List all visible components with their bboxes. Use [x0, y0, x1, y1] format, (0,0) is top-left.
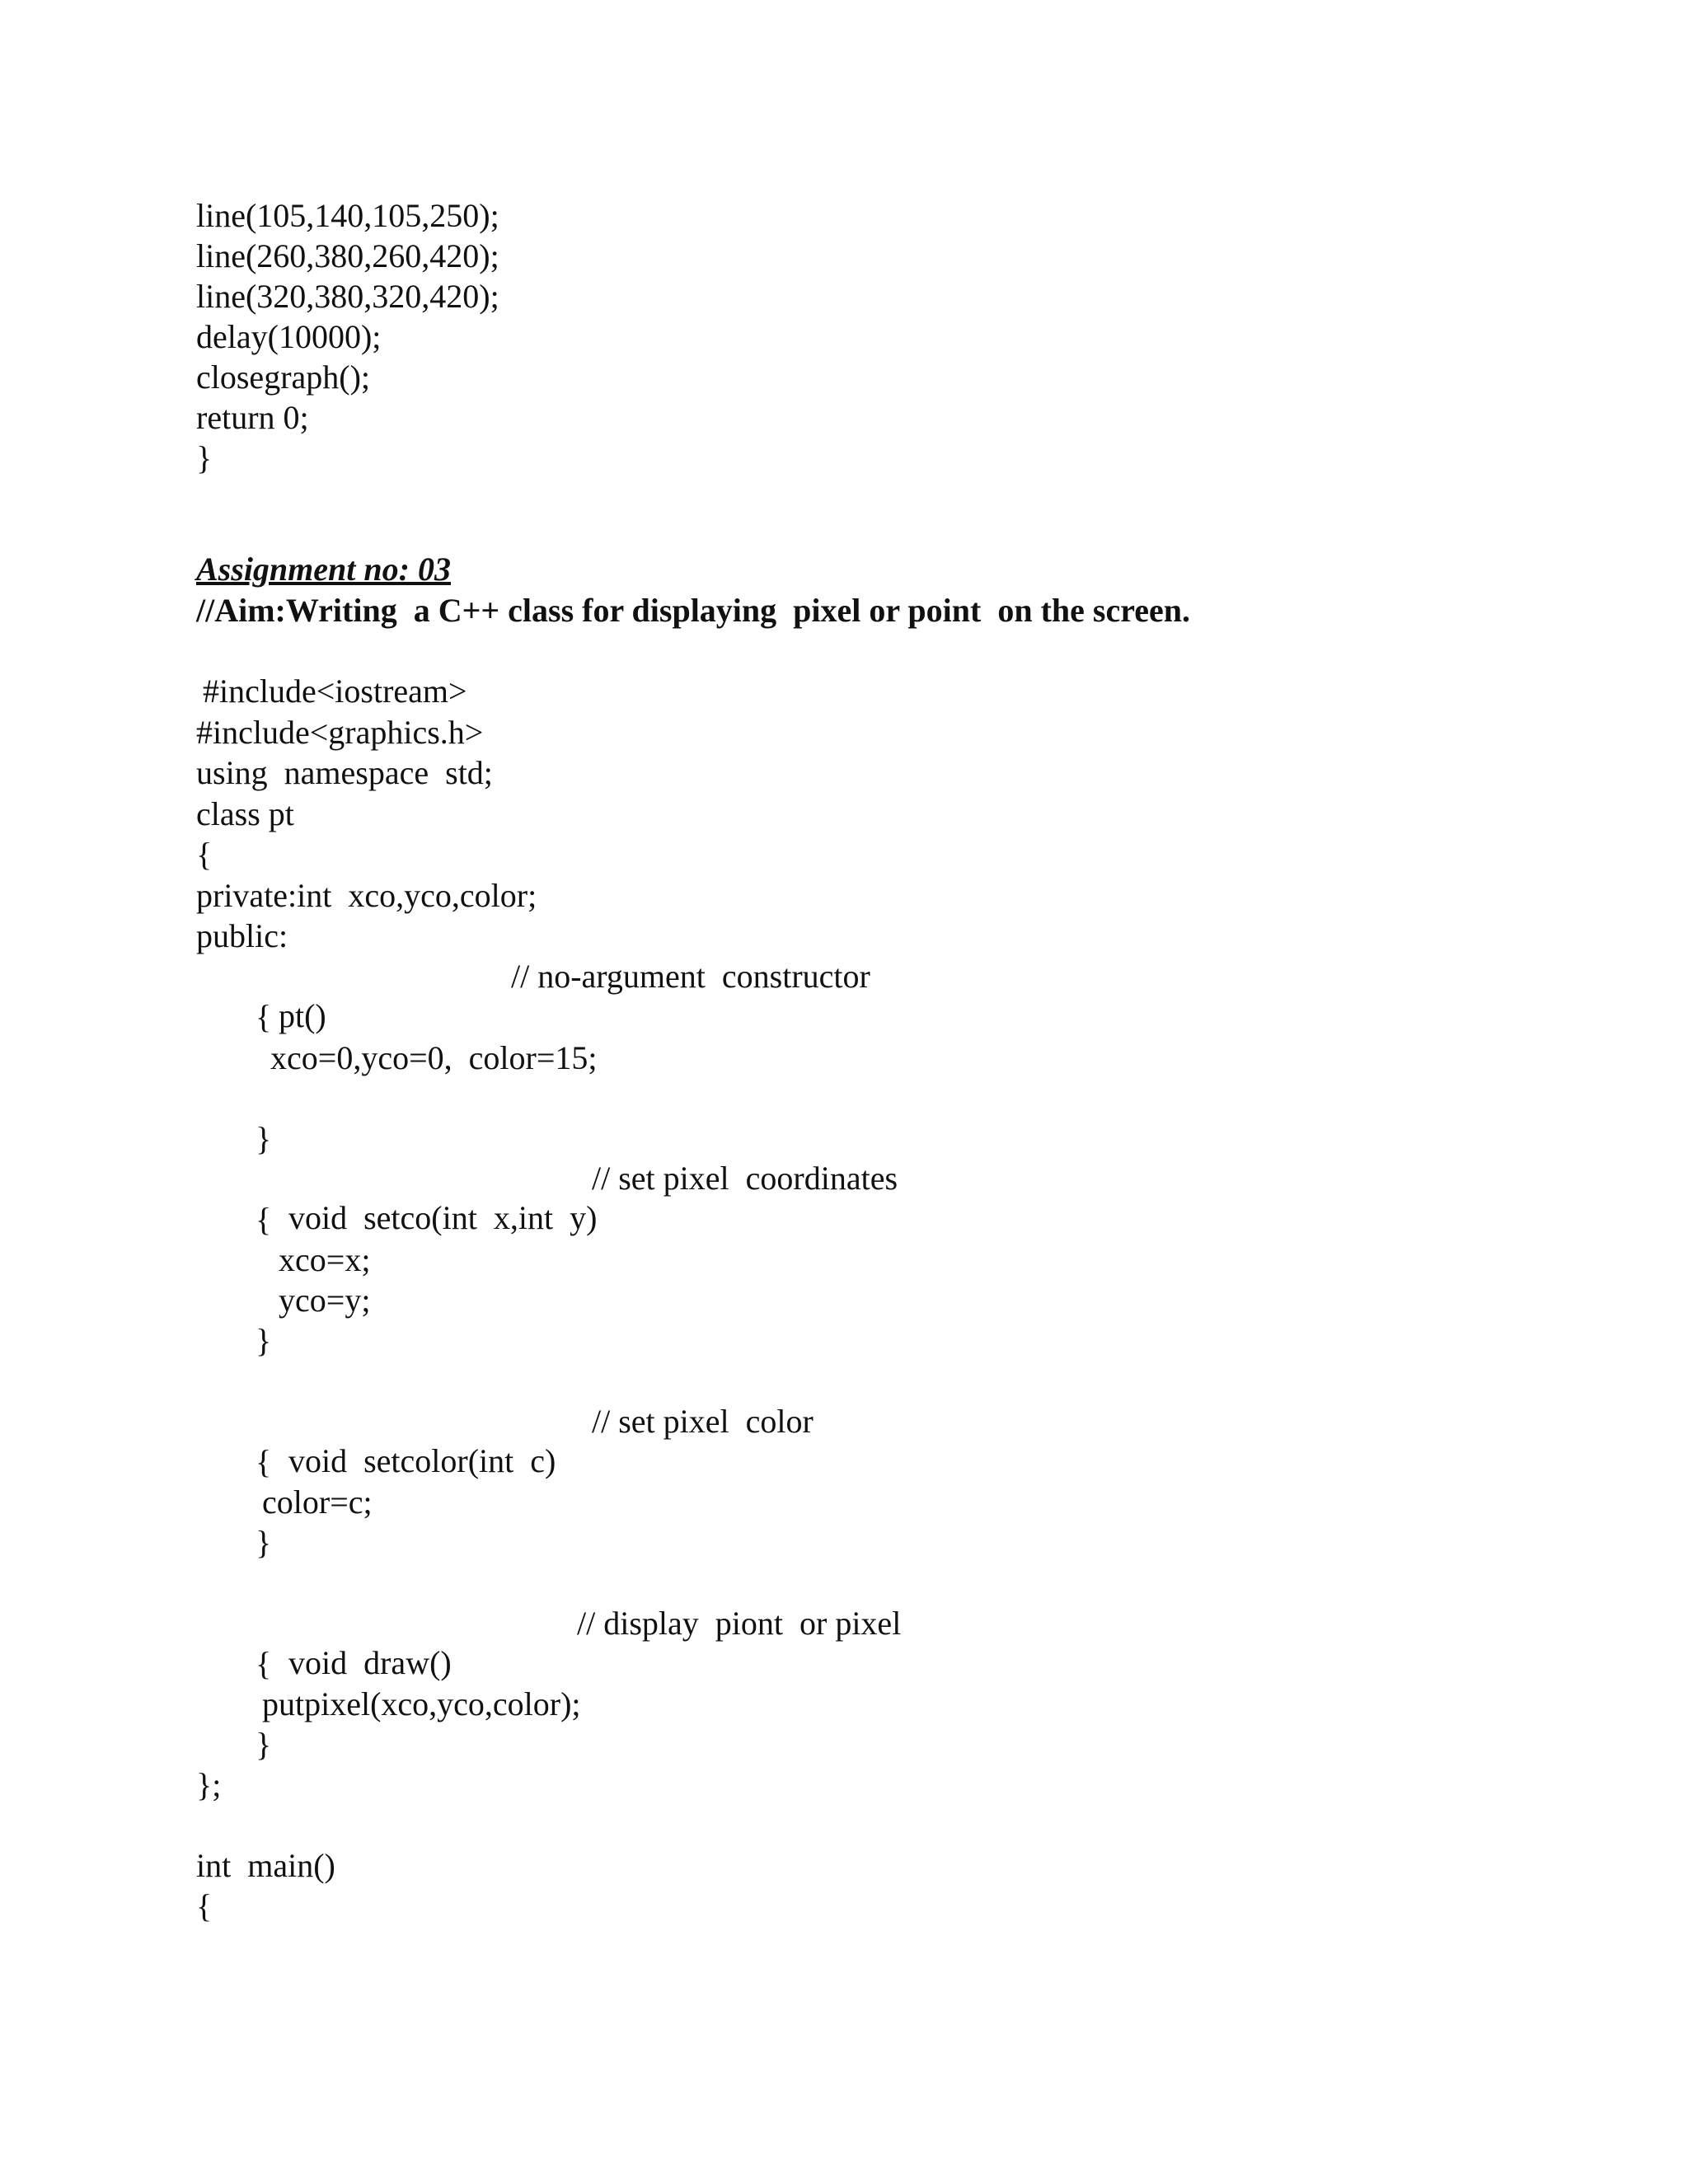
code-line: line(260,380,260,420); [196, 237, 499, 274]
private-members: private:int xco,yco,color; [196, 877, 537, 914]
setco-assign-y: yco=y; [279, 1282, 371, 1319]
code-line: delay(10000); [196, 318, 382, 355]
constructor-signature: pt() [279, 997, 326, 1034]
setco-open-brace: { [256, 1201, 272, 1238]
using-namespace: using namespace std; [196, 754, 493, 791]
draw-comment: // display piont or pixel [577, 1605, 902, 1642]
code-line: } [196, 439, 213, 476]
class-declaration: class pt [196, 795, 294, 832]
setcolor-line [256, 1402, 814, 1560]
code-line: return 0; [196, 399, 309, 436]
draw-open-brace: { [256, 1645, 272, 1682]
include-iostream: #include<iostream> [203, 673, 467, 710]
draw-body: putpixel(xco,yco,color); [262, 1685, 581, 1722]
setco-close-brace: } [256, 1322, 272, 1359]
setcolor-close-brace: } [256, 1524, 272, 1561]
constructor-body: xco=0,yco=0, color=15; [270, 1039, 598, 1076]
setco-assign-x: xco=x; [279, 1241, 371, 1278]
code-line: line(320,380,320,420); [196, 278, 499, 315]
class-close-brace: }; [196, 1766, 222, 1803]
include-graphics: #include<graphics.h> [196, 714, 484, 751]
constructor-close-brace: } [256, 1120, 272, 1157]
aim-line: //Aim:Writing a C++ class for displaying pixel or point on the screen. [196, 592, 1191, 629]
draw-signature: void draw() [288, 1644, 452, 1681]
main-signature: int main() [196, 1847, 335, 1884]
setcolor-body: color=c; [262, 1483, 373, 1521]
code-line: closegraph(); [196, 359, 371, 396]
constructor-comment: // no-argument constructor [511, 958, 870, 995]
class-open-brace: { [196, 836, 213, 873]
draw-line [256, 1604, 902, 1762]
setcolor-comment: // set pixel color [592, 1403, 814, 1440]
setcolor-open-brace: { [256, 1443, 272, 1480]
public-label: public: [196, 917, 288, 954]
draw-close-brace: } [256, 1726, 272, 1763]
code-line: line(105,140,105,250); [196, 197, 499, 234]
setco-signature: void setco(int x,int y) [288, 1199, 598, 1236]
main-open-brace: { [196, 1887, 213, 1924]
assignment-heading: Assignment no: 03 [196, 551, 451, 588]
setcolor-signature: void setcolor(int c) [288, 1442, 556, 1479]
constructor-open-brace: { [256, 998, 272, 1035]
setco-comment: // set pixel coordinates [592, 1160, 898, 1197]
